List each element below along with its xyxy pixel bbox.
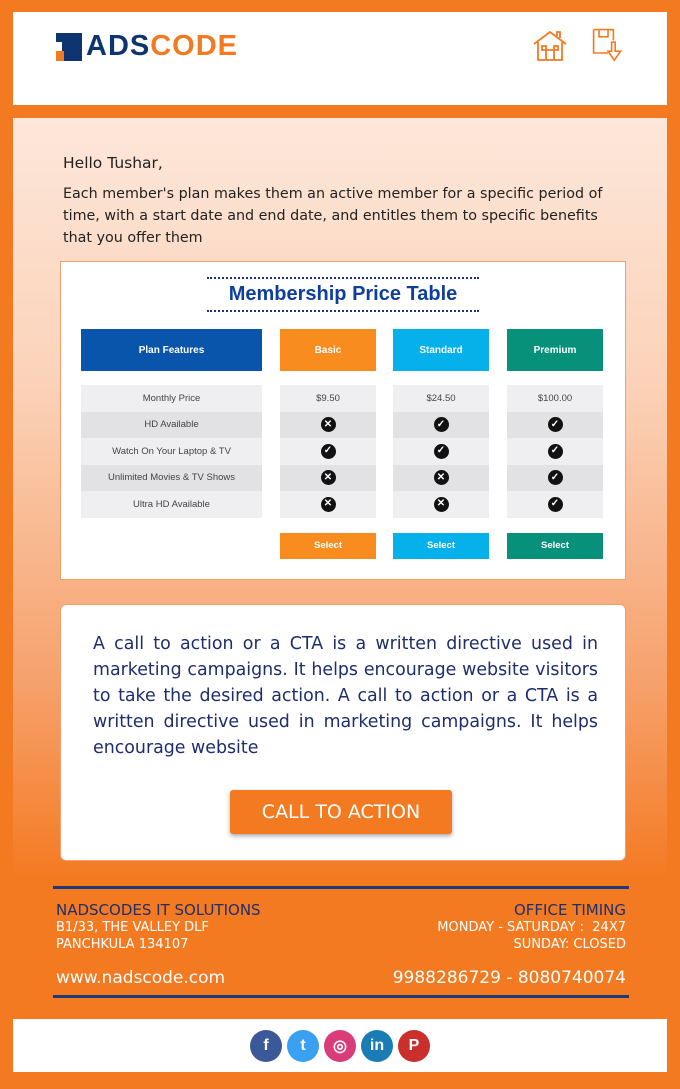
address-line-2: PANCHKULA 134107 — [56, 937, 189, 952]
feature-cell — [280, 438, 376, 465]
plan-price: $9.50 — [280, 385, 376, 412]
feature-cell — [393, 412, 489, 439]
feature-label: Unlimited Movies & TV Shows — [81, 465, 262, 492]
feature-cell — [393, 438, 489, 465]
cta-text: A call to action or a CTA is a written directive used in marketing campaigns. It helps encourage website visitors to take the desired action. A call to action or a CTA is a written directive used in marketing campaigns. It helps encourage website — [93, 634, 598, 758]
plan-price: $24.50 — [393, 385, 489, 412]
timing-sunday: SUNDAY: CLOSED — [513, 937, 626, 952]
social-bar — [13, 1019, 667, 1072]
price-table-image — [60, 261, 626, 580]
feature-label: HD Available — [81, 412, 262, 439]
plan-header: Premium — [507, 329, 603, 371]
select-button[interactable]: Select — [507, 533, 603, 559]
plan-header: Standard — [393, 329, 489, 371]
plan-price: $100.00 — [507, 385, 603, 412]
check-icon: ✓ — [434, 444, 449, 459]
plan-column-premium — [507, 329, 603, 559]
linkedin-icon[interactable]: in — [361, 1030, 393, 1062]
cross-icon: ✕ — [321, 497, 336, 512]
address-line-1: B1/33, THE VALLEY DLF — [56, 920, 209, 935]
feature-cell — [393, 491, 489, 518]
instagram-icon[interactable]: ◎ — [324, 1030, 356, 1062]
feature-cell — [507, 491, 603, 518]
feature-label: Watch On Your Laptop & TV — [81, 438, 262, 465]
check-icon: ✓ — [548, 497, 563, 512]
feature-cell — [507, 438, 603, 465]
twitter-icon[interactable]: t — [287, 1030, 319, 1062]
plan-column-standard — [393, 329, 489, 559]
footer-divider — [53, 995, 629, 998]
facebook-icon[interactable]: f — [250, 1030, 282, 1062]
plan-header: Basic — [280, 329, 376, 371]
company-name: NADSCODES IT SOLUTIONS — [56, 901, 261, 919]
feature-label: Monthly Price — [81, 385, 262, 412]
save-download-icon[interactable] — [590, 26, 626, 62]
greeting: Hello Tushar, — [63, 154, 163, 172]
feature-cell — [280, 491, 376, 518]
pinterest-icon[interactable]: P — [398, 1030, 430, 1062]
cross-icon: ✕ — [321, 470, 336, 485]
feature-cell — [393, 465, 489, 492]
features-header: Plan Features — [81, 329, 262, 371]
feature-cell — [280, 465, 376, 492]
select-button[interactable]: Select — [280, 533, 376, 559]
feature-cell — [507, 465, 603, 492]
feature-cell — [280, 412, 376, 439]
cross-icon: ✕ — [321, 417, 336, 432]
phone-numbers[interactable]: 9988286729 - 8080740074 — [392, 968, 626, 988]
check-icon: ✓ — [548, 417, 563, 432]
features-column — [81, 329, 262, 518]
plan-column-basic — [280, 329, 376, 559]
home-icon[interactable] — [532, 28, 568, 64]
cta-card — [60, 604, 626, 861]
logo-mark — [56, 33, 82, 61]
office-timing-title: OFFICE TIMING — [513, 901, 626, 919]
feature-cell — [507, 412, 603, 439]
logo[interactable] — [56, 30, 238, 63]
cross-icon: ✕ — [434, 470, 449, 485]
timing-weekdays: MONDAY - SATURDAY : 24X7 — [437, 920, 626, 935]
intro-text: Each member's plan makes them an active member for a specific period of time, with a start date and end date, and entitles them to specific benefits that you offer them — [63, 186, 603, 246]
cross-icon: ✕ — [434, 497, 449, 512]
check-icon: ✓ — [548, 444, 563, 459]
logo-text-1: ADS — [86, 30, 151, 62]
price-table-title: Membership Price Table — [207, 277, 479, 312]
feature-label: Ultra HD Available — [81, 491, 262, 518]
select-button[interactable]: Select — [393, 533, 489, 559]
check-icon: ✓ — [548, 470, 563, 485]
website-link[interactable]: www.nadscode.com — [56, 968, 226, 988]
logo-text-2: CODE — [150, 30, 239, 62]
check-icon: ✓ — [321, 444, 336, 459]
call-to-action-button[interactable]: CALL TO ACTION — [230, 790, 452, 834]
check-icon: ✓ — [434, 417, 449, 432]
footer-divider — [53, 886, 629, 889]
